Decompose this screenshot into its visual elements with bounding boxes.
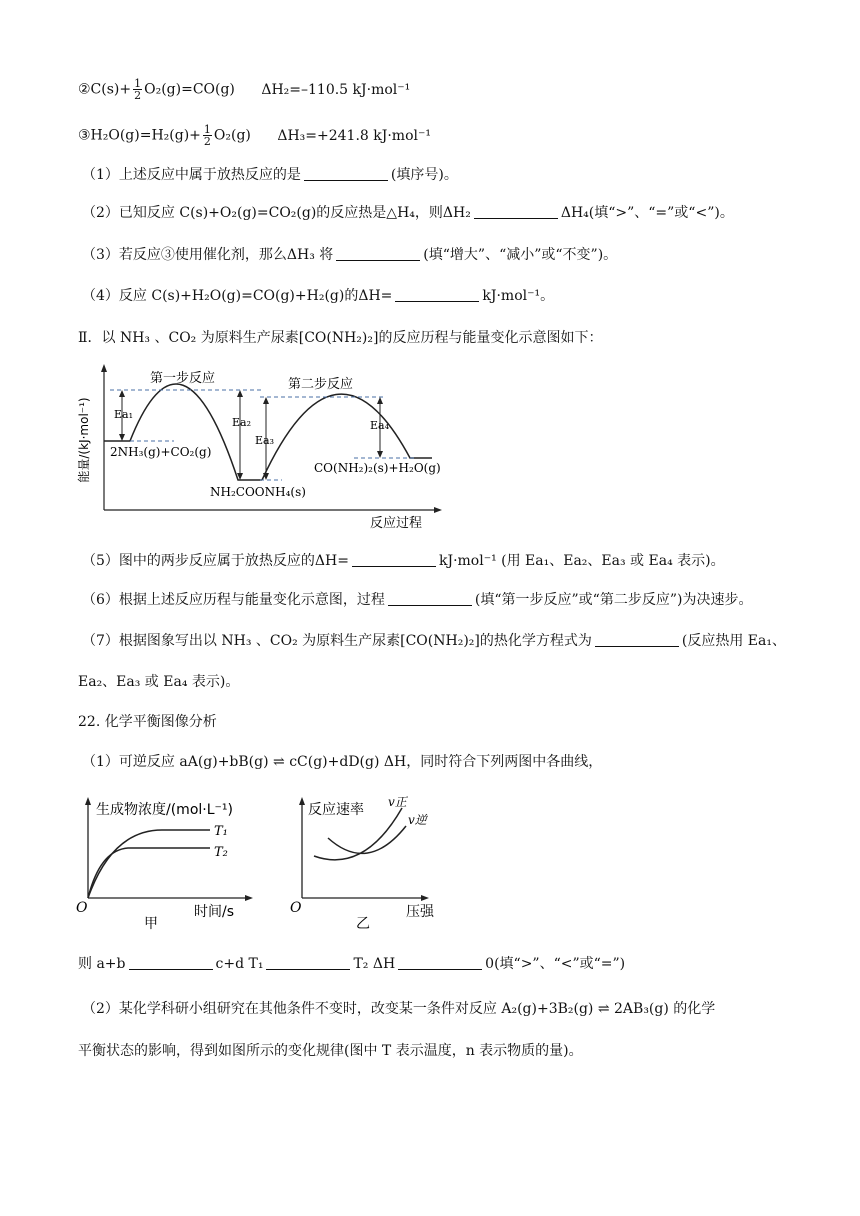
answer-text-a: 则 a+b	[78, 956, 126, 972]
question-2-text: （2）已知反应 C(s)+O₂(g)=CO₂(g)的反应热是△H₄，则ΔH₂	[82, 205, 471, 221]
ea3-arrow-head	[263, 397, 269, 404]
question-6	[82, 590, 752, 610]
question-3-hint: (填“增大”、“减小”或“不变”)。	[423, 247, 618, 263]
label-t2: T₂	[214, 845, 228, 860]
equation-2-left: ②C(s)+	[78, 81, 132, 98]
question-5-hint: kJ·mol⁻¹ (用 Ea₁、Ea₂、Ea₃ 或 Ea₄ 表示)。	[438, 553, 725, 569]
step-1-curve	[104, 384, 262, 480]
answer-blank[interactable]	[336, 246, 420, 261]
equation-2	[78, 78, 410, 101]
curve-t2	[88, 848, 210, 898]
equation-3-left: ③H₂O(g)=H₂(g)+	[78, 127, 201, 144]
x-axis-arrow	[434, 507, 442, 513]
question-7-text: （7）根据图象写出以 NH₃ 、CO₂ 为原料生产尿素[CO(NH₂)₂]的热化学方程式为	[82, 633, 592, 649]
question-2-hint: ΔH₄(填“>”、“=”或“<”)。	[560, 205, 734, 221]
graph-jia	[72, 794, 272, 932]
y-axis-arrow	[101, 364, 107, 372]
question-4-hint: kJ·mol⁻¹。	[482, 288, 555, 304]
ea2-arrow-head	[237, 390, 243, 397]
question-6-hint: (填“第一步反应”或“第二步反应”)为决速步。	[474, 592, 753, 608]
question-22-title: 22. 化学平衡图像分析	[78, 714, 217, 730]
energy-diagram	[74, 362, 454, 532]
graph-yi-x-arrow	[421, 895, 429, 901]
fraction-half	[203, 124, 212, 147]
answer-blank[interactable]	[352, 552, 436, 567]
equation-3-right: O₂(g)	[213, 127, 251, 144]
question-5	[82, 551, 725, 571]
step-2-label: 第二步反应	[288, 377, 354, 392]
equation-2-right: O₂(g)=CO(g)	[144, 81, 235, 98]
ea1-arrow-head	[119, 390, 125, 397]
graph-yi-x-label: 压强	[406, 904, 434, 920]
ea4-arrow-head	[377, 397, 383, 404]
question-6-text: （6）根据上述反应历程与能量变化示意图，过程	[82, 592, 385, 608]
graph-yi	[284, 794, 460, 932]
label-v-reverse: v逆	[408, 813, 427, 827]
label-v-forward: v正	[388, 795, 407, 809]
equation-3-enthalpy: ΔH₃=+241.8 kJ·mol⁻¹	[277, 127, 431, 144]
graph-yi-caption: 乙	[356, 916, 370, 932]
answer-text-c: T₂ ΔH	[353, 956, 396, 972]
ea1-arrow-tail	[119, 434, 125, 441]
ea1-label: Ea₁	[114, 408, 133, 421]
answer-blank[interactable]	[474, 204, 558, 219]
ea4-label: Ea₄	[370, 419, 389, 432]
step-1-label: 第一步反应	[150, 371, 216, 386]
question-22-2: （2）某化学科研小组研究在其他条件不变时，改变某一条件对反应 A₂(g)+3B₂(g) ⇌ 2AB₃(g) 的化学	[82, 1001, 716, 1017]
graph-jia-x-label: 时间/s	[194, 904, 235, 920]
question-2	[82, 203, 734, 223]
graph-yi-origin: O	[290, 900, 302, 916]
graph-yi-y-arrow	[299, 797, 305, 805]
answer-text-d: 0(填“>”、“<”或“=”)	[485, 956, 626, 972]
ea2-label: Ea₂	[232, 416, 251, 429]
graph-jia-y-arrow	[85, 797, 91, 805]
equation-3	[78, 124, 431, 147]
question-7-continued: Ea₂、Ea₃ 或 Ea₄ 表示)。	[78, 674, 240, 690]
fraction-denominator: 2	[203, 135, 211, 148]
y-axis-label: 能量/(kJ·mol⁻¹)	[77, 397, 91, 483]
question-22-answer	[78, 954, 625, 974]
ea3-label: Ea₃	[255, 434, 274, 447]
question-5-text: （5）图中的两步反应属于放热反应的ΔH=	[82, 553, 349, 569]
curve-t1	[88, 830, 210, 898]
graph-jia-y-label: 生成物浓度/(mol·L⁻¹)	[96, 802, 233, 818]
answer-text-b: c+d T₁	[215, 956, 264, 972]
answer-blank[interactable]	[266, 955, 350, 970]
ea4-arrow-tail	[377, 451, 383, 458]
question-7	[82, 631, 786, 651]
question-3-text: （3）若反应③使用催化剂，那么ΔH₃ 将	[82, 247, 334, 263]
products-label: CO(NH₂)₂(s)+H₂O(g)	[314, 461, 441, 475]
question-1	[82, 165, 458, 185]
graph-jia-caption: 甲	[144, 916, 158, 932]
question-4	[82, 286, 554, 306]
intermediate-label: NH₂COONH₄(s)	[210, 485, 306, 499]
graph-jia-origin: O	[76, 900, 88, 916]
x-axis-label: 反应过程	[370, 516, 423, 531]
answer-blank[interactable]	[304, 166, 388, 181]
fraction-numerator: 1	[134, 77, 142, 90]
reactants-label: 2NH₃(g)+CO₂(g)	[110, 445, 212, 459]
fraction-denominator: 2	[134, 89, 142, 102]
label-t1: T₁	[214, 824, 228, 839]
question-22-1: （1）可逆反应 aA(g)+bB(g) ⇌ cC(g)+dD(g) ΔH，同时符合下列两图中各曲线，	[82, 754, 603, 770]
answer-blank[interactable]	[129, 955, 213, 970]
answer-blank[interactable]	[398, 955, 482, 970]
part-2-heading: Ⅱ．以 NH₃ 、CO₂ 为原料生产尿素[CO(NH₂)₂]的反应历程与能量变化示意图如下：	[78, 330, 603, 346]
question-22-2-continued: 平衡状态的影响，得到如图所示的变化规律(图中 T 表示温度，n 表示物质的量)。	[78, 1043, 583, 1059]
answer-blank[interactable]	[388, 591, 472, 606]
fraction-half	[133, 78, 142, 101]
graph-jia-x-arrow	[245, 895, 253, 901]
question-1-text: （1）上述反应中属于放热反应的是	[82, 167, 301, 183]
question-4-text: （4）反应 C(s)+H₂O(g)=CO(g)+H₂(g)的ΔH=	[82, 288, 393, 304]
equation-2-enthalpy: ΔH₂=–110.5 kJ·mol⁻¹	[261, 81, 411, 98]
question-3	[82, 245, 617, 265]
question-1-hint: (填序号)。	[390, 167, 458, 183]
answer-blank[interactable]	[395, 287, 479, 302]
graph-yi-y-label: 反应速率	[308, 802, 364, 818]
answer-blank[interactable]	[595, 632, 679, 647]
fraction-numerator: 1	[203, 123, 211, 136]
question-7-hint: (反应热用 Ea₁、	[681, 633, 786, 649]
